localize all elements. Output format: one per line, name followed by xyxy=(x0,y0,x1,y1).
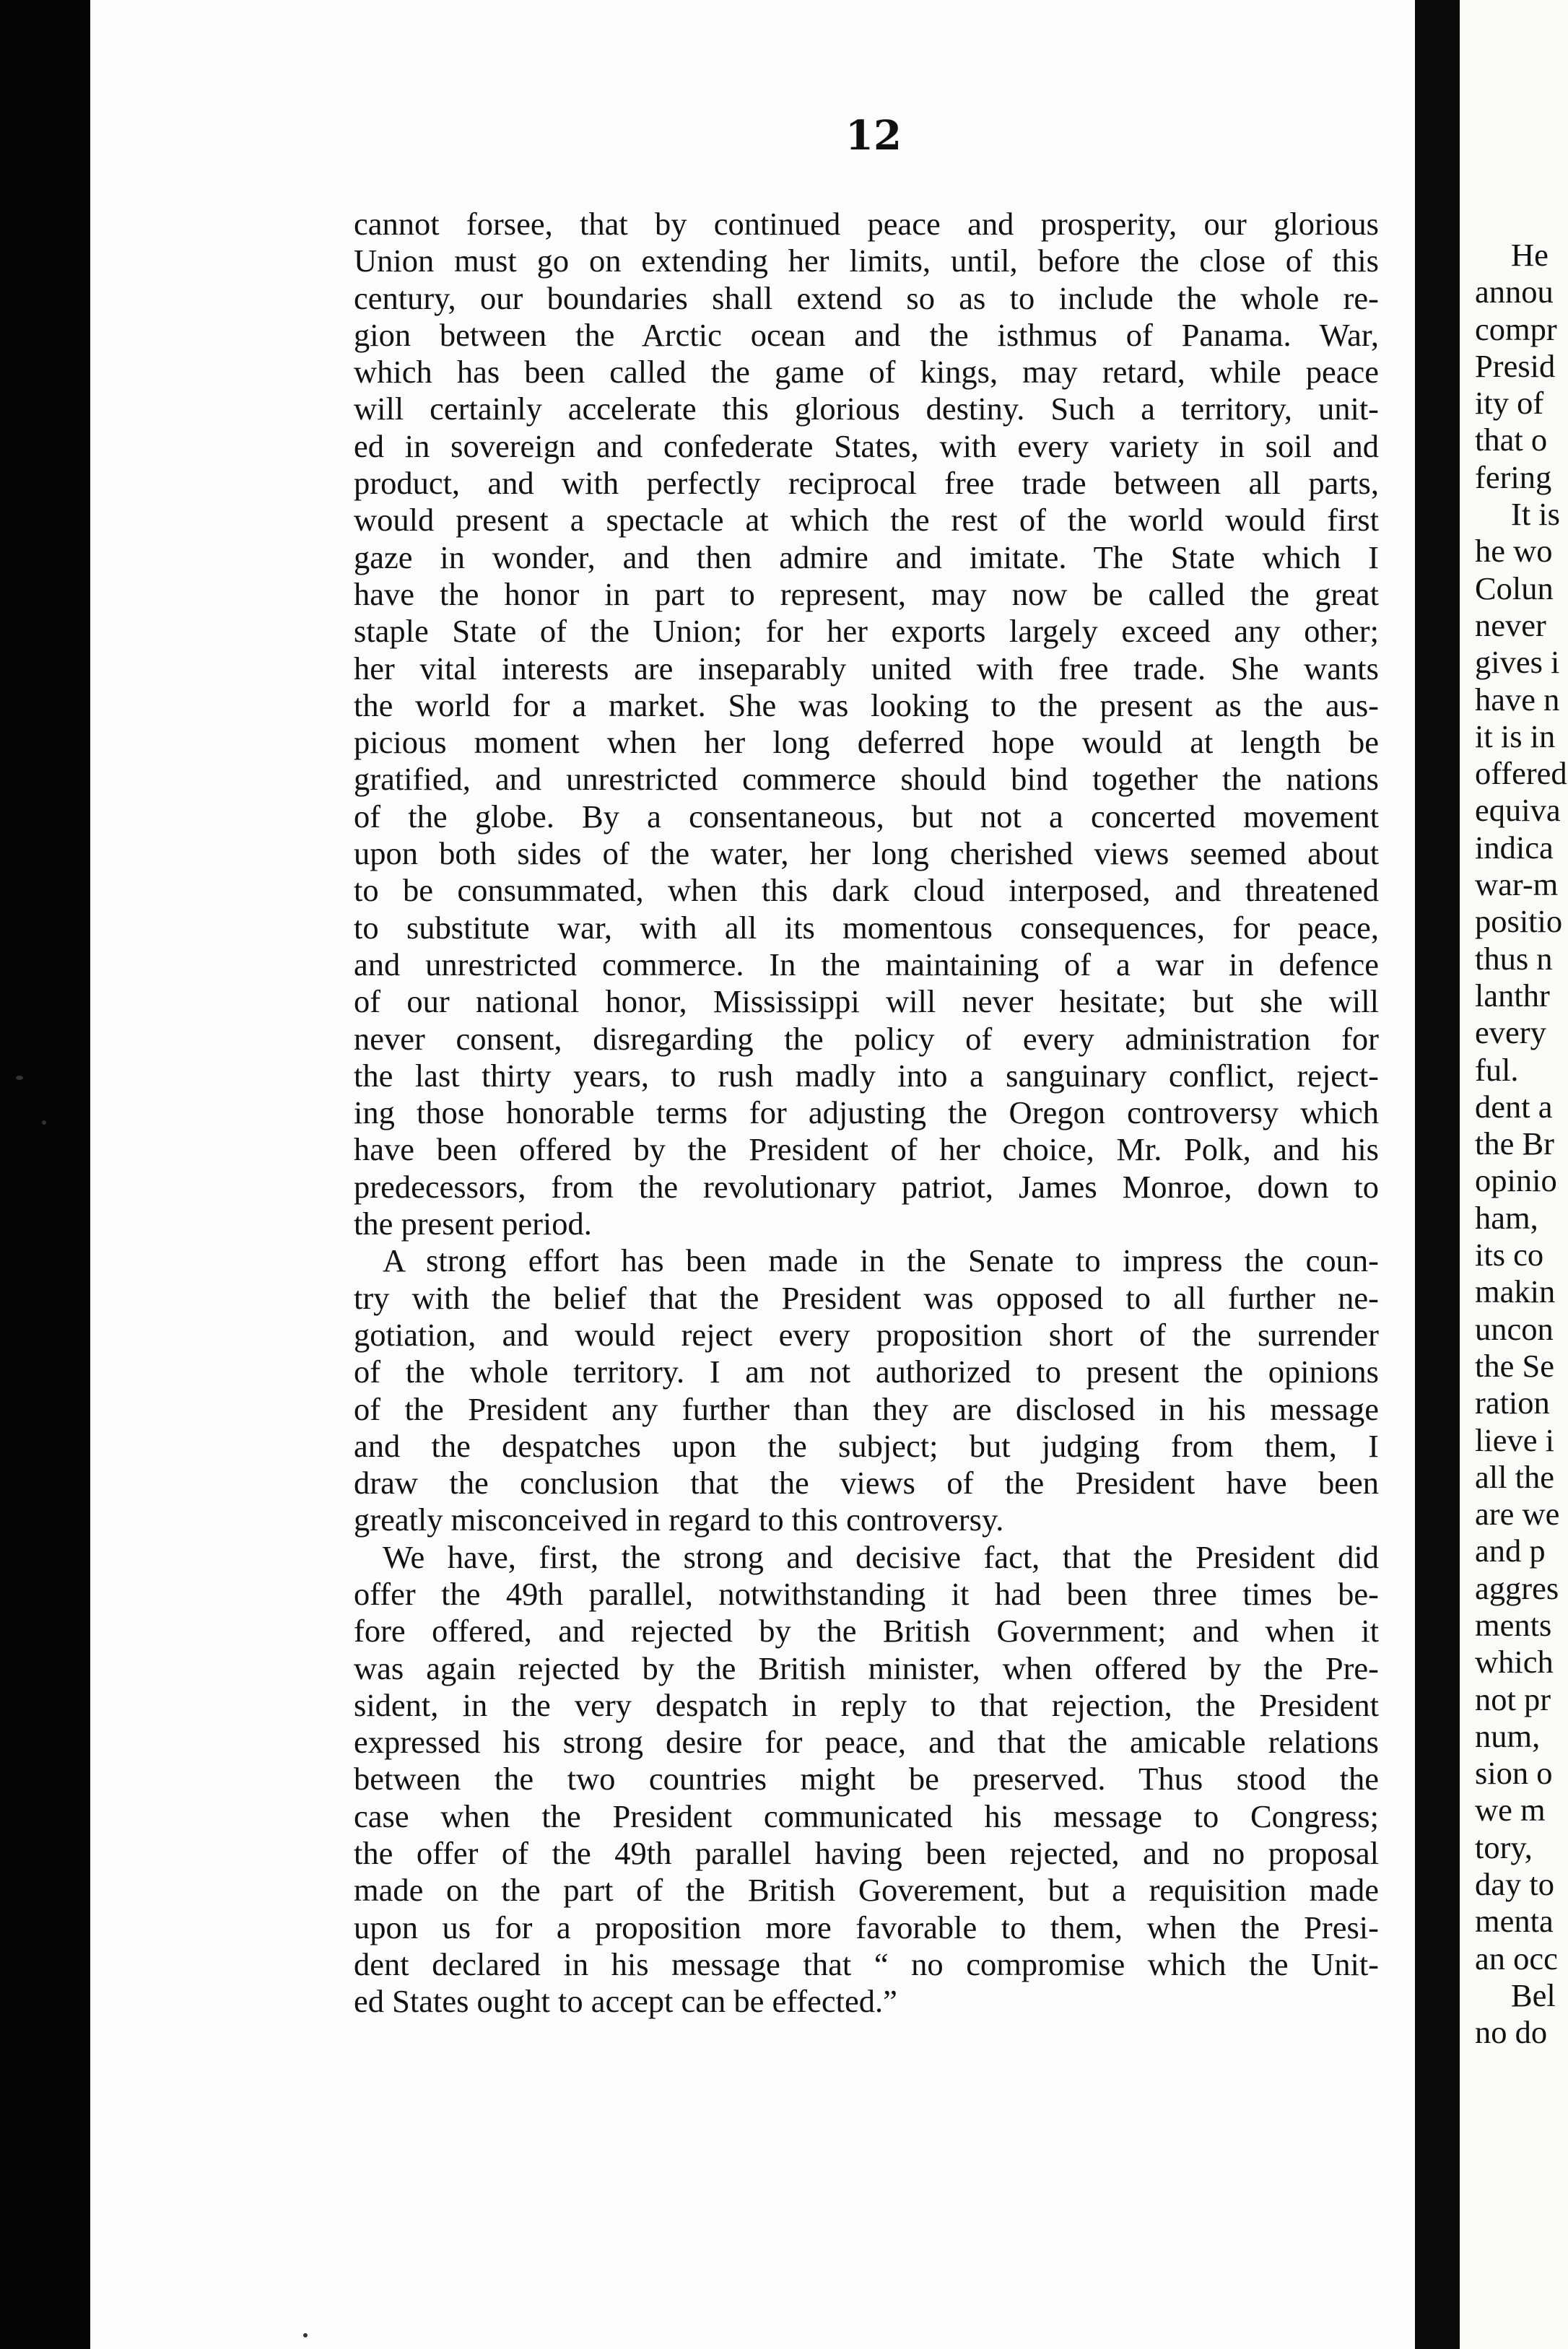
facing-page-line: dent a xyxy=(1475,1088,1553,1125)
text-line: ing those honorable terms for adjusting the Oregon controversy which xyxy=(354,1094,1379,1131)
scan-speck xyxy=(42,1120,46,1125)
text-line: sident, in the very despatch in reply to that rejection, the President xyxy=(354,1686,1379,1723)
text-line: ed in sovereign and confederate States, with every variety in soil and xyxy=(354,427,1379,464)
text-line: the present period. xyxy=(354,1206,592,1242)
facing-page-line: num, xyxy=(1475,1717,1541,1754)
text-line: fore offered, and rejected by the British Government; and when it xyxy=(354,1613,1379,1649)
facing-page-line: he wo xyxy=(1475,533,1553,570)
text-line: the world for a market. She was looking to the present as the aus- xyxy=(354,687,1379,723)
text-line: gratified, and unrestricted commerce should bind together the nations xyxy=(354,761,1379,798)
facing-page-line: day to xyxy=(1475,1866,1554,1903)
scan-speck xyxy=(16,1076,23,1080)
facing-page-line: an occ xyxy=(1475,1940,1558,1977)
facing-page-line: Presid xyxy=(1475,347,1556,384)
text-line: and the despatches upon the subject; but judging from them, I xyxy=(354,1427,1379,1464)
text-line: of the globe. By a consentaneous, but not a concerted movement xyxy=(354,798,1379,834)
facing-page-line: and p xyxy=(1475,1533,1546,1569)
facing-page-line: all the xyxy=(1475,1458,1554,1495)
facing-page-line: uncon xyxy=(1475,1310,1554,1347)
text-line: to substitute war, with all its momentous consequences, for peace, xyxy=(354,909,1379,946)
facing-page-line: that o xyxy=(1475,422,1548,458)
facing-page-line: no do xyxy=(1475,2014,1548,2051)
text-line: expressed his strong desire for peace, and that the amicable relations xyxy=(354,1724,1379,1761)
facing-page-line: not pr xyxy=(1475,1681,1551,1717)
text-line: have the honor in part to represent, may now be called the great xyxy=(354,575,1379,612)
text-line: gion between the Arctic ocean and the isthmus of Panama. War, xyxy=(354,316,1379,353)
facing-page-line: are we xyxy=(1475,1496,1560,1533)
text-line: of the President any further than they are disclosed in his message xyxy=(354,1390,1379,1427)
facing-page-line: tory, xyxy=(1475,1829,1533,1865)
facing-page-line: opinio xyxy=(1475,1162,1557,1199)
facing-page-line: offered xyxy=(1475,755,1567,792)
text-line: upon us for a proposition more favorable to them, when the Presi- xyxy=(354,1909,1379,1945)
text-line: ed States ought to accept can be effected.” xyxy=(354,1983,897,2020)
text-line: gaze in wonder, and then admire and imitate. The State which I xyxy=(354,539,1379,575)
right-column-text xyxy=(1475,237,1568,2052)
text-line: picious moment when her long deferred hope would at length be xyxy=(354,724,1379,761)
text-line: will certainly accelerate this glorious destiny. Such a territory, unit- xyxy=(354,391,1379,427)
text-line: have been offered by the President of her choice, Mr. Polk, and his xyxy=(354,1131,1379,1168)
text-line: draw the conclusion that the views of the President have been xyxy=(354,1465,1379,1502)
facing-page-line: positio xyxy=(1475,903,1563,940)
facing-page-line: never xyxy=(1475,606,1546,643)
text-line: upon both sides of the water, her long cherished views seemed about xyxy=(354,835,1379,872)
scan-speck xyxy=(303,2333,308,2337)
text-line: product, and with perfectly reciprocal free trade between all parts, xyxy=(354,465,1379,502)
facing-page-line: ful. xyxy=(1475,1051,1519,1088)
facing-page-line: compr xyxy=(1475,310,1557,347)
facing-page-line: every xyxy=(1475,1014,1546,1051)
facing-page-line: war-m xyxy=(1475,866,1559,903)
facing-page-line: Bel xyxy=(1511,1977,1556,2013)
facing-page-line: fering xyxy=(1475,458,1552,495)
text-line: greatly misconceived in regard to this controversy. xyxy=(354,1502,1004,1538)
facing-page-line: ration xyxy=(1475,1385,1550,1421)
facing-page-line: Colun xyxy=(1475,570,1554,606)
facing-page-line: makin xyxy=(1475,1273,1556,1310)
facing-page-line: which xyxy=(1475,1644,1554,1681)
facing-page-line: menta xyxy=(1475,1903,1554,1940)
text-line: offer the 49th parallel, notwithstanding it had been three times be- xyxy=(354,1575,1379,1612)
text-line: never consent, disregarding the policy of every administration for xyxy=(354,1020,1379,1057)
facing-page-line: ments xyxy=(1475,1606,1552,1643)
facing-page-line: indica xyxy=(1475,829,1554,866)
text-line: to be consummated, when this dark cloud interposed, and threatened xyxy=(354,872,1379,909)
text-line: We have, first, the strong and decisive fact, that the President did xyxy=(383,1538,1379,1575)
facing-page-line: aggres xyxy=(1475,1569,1559,1606)
facing-page-line: It is xyxy=(1511,496,1560,533)
text-line: staple State of the Union; for her exports largely exceed any other; xyxy=(354,613,1379,650)
text-line: gotiation, and would reject every proposition short of the surrender xyxy=(354,1316,1379,1353)
facing-page-line: it is in xyxy=(1475,718,1556,754)
text-line: of the whole territory. I am not authorized to present the opinions xyxy=(354,1354,1379,1390)
text-line: A strong effort has been made in the Senate to impress the coun- xyxy=(383,1242,1379,1279)
facing-page-line: He xyxy=(1511,237,1549,273)
facing-page-line: ham, xyxy=(1475,1199,1538,1236)
text-line: which has been called the game of kings, may retard, while peace xyxy=(354,354,1379,391)
facing-page-line: equiva xyxy=(1475,792,1561,829)
facing-page-line: we m xyxy=(1475,1792,1546,1829)
facing-page-line: lanthr xyxy=(1475,977,1550,1014)
facing-page-line: sion o xyxy=(1475,1755,1553,1792)
text-line: the offer of the 49th parallel having been rejected, and no proposal xyxy=(354,1835,1379,1872)
text-line: the last thirty years, to rush madly into a sanguinary conflict, reject- xyxy=(354,1057,1379,1094)
text-line: and unrestricted commerce. In the maintaining of a war in defence xyxy=(354,946,1379,982)
text-line: case when the President communicated his message to Congress; xyxy=(354,1797,1379,1834)
text-line: century, our boundaries shall extend so as to include the whole re- xyxy=(354,279,1379,316)
text-line: was again rejected by the British minister, when offered by the Pre- xyxy=(354,1649,1379,1686)
book-gutter xyxy=(1415,0,1460,2349)
left-column-text xyxy=(354,206,1379,2021)
facing-page-line: its co xyxy=(1475,1237,1544,1273)
text-line: made on the part of the British Goverement, but a requisition made xyxy=(354,1872,1379,1909)
text-line: try with the belief that the President was opposed to all further ne- xyxy=(354,1279,1379,1316)
text-line: cannot forsee, that by continued peace and prosperity, our glorious xyxy=(354,206,1379,242)
facing-page-line: the Se xyxy=(1475,1347,1554,1384)
page-number: 12 xyxy=(845,112,902,160)
text-line: predecessors, from the revolutionary patriot, James Monroe, down to xyxy=(354,1168,1379,1205)
facing-page-line: the Br xyxy=(1475,1125,1554,1162)
text-line: her vital interests are inseparably united with free trade. She wants xyxy=(354,650,1379,687)
text-line: dent declared in his message that “ no compromise which the Unit- xyxy=(354,1945,1379,1982)
facing-page-line: annou xyxy=(1475,274,1554,310)
text-line: Union must go on extending her limits, until, before the close of this xyxy=(354,243,1379,279)
text-line: would present a spectacle at which the rest of the world would first xyxy=(354,502,1379,539)
facing-page-line: have n xyxy=(1475,681,1560,718)
facing-page-line: gives i xyxy=(1475,644,1560,681)
facing-page-line: thus n xyxy=(1475,940,1553,977)
text-line: of our national honor, Mississippi will never hesitate; but she will xyxy=(354,983,1379,1020)
facing-page-line: ity of xyxy=(1475,385,1544,422)
text-line: between the two countries might be preserved. Thus stood the xyxy=(354,1761,1379,1797)
facing-page-line: lieve i xyxy=(1475,1421,1554,1458)
